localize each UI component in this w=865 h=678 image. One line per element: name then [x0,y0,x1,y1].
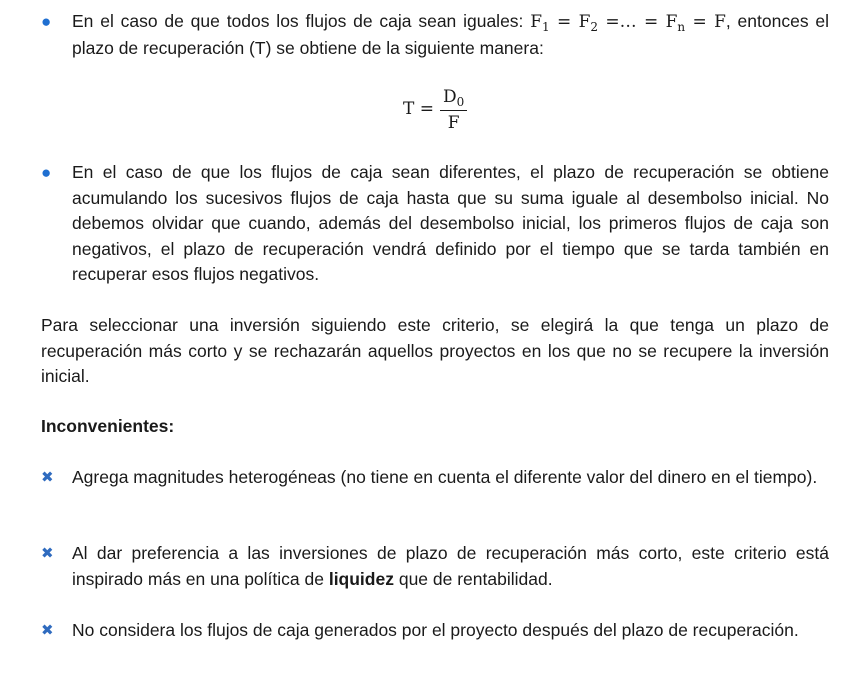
payback-formula [403,84,467,136]
eq-f: F [714,12,726,32]
cross-bullet-icon: ✖ [41,545,54,562]
drawback-text [72,541,829,592]
text-run: Al dar preferencia a las inversiones de plazo de recuperación más corto, este criterio está inspirado más en una política de [72,543,829,589]
eq-sub-1: 1 [542,20,550,34]
inline-equation [530,12,726,32]
eq-sub-2: 2 [590,20,599,34]
numerator-base: D [443,87,457,107]
eq-sign-ellipsis: =… = [598,12,666,32]
bullet-item-equal-flows [41,9,829,61]
selection-paragraph: Para seleccionar una inversión siguiendo este criterio, se elegirá la que tenga un plazo de recuperación más corto y se rechazarán aquellos proyectos en los que no se recupere la inversión inicial. [41,315,829,386]
drawback-text: Agrega magnitudes heterogéneas (no tiene en cuenta el diferente valor del dinero en el tiempo). [72,467,818,487]
section-heading: Inconvenientes: [41,416,175,436]
cross-bullet-icon: ✖ [41,469,54,486]
bullet-dot-icon: ● [41,163,52,182]
numerator-sub: 0 [456,95,465,109]
drawback-text: No considera los flujos de caja generados por el proyecto después del plazo de recuperación. [72,620,799,640]
formula-numerator [440,86,467,111]
eq-sign: = [549,12,579,32]
bold-term-liquidez: liquidez [328,568,394,589]
formula-denominator: F [447,113,460,133]
formula-fraction [440,86,467,134]
eq-sub-n: n [677,20,686,34]
text-run: , entonces el plazo de recuperación (T) se obtiene de la siguiente manera: [72,11,829,58]
text-run: En el caso de que todos los flujos de caja sean iguales: [72,11,531,31]
drawback-item-3 [41,618,829,644]
bullet-dot-icon: ● [41,12,52,31]
eq-fn: F [665,12,678,32]
bullet-item-different-flows [41,160,829,288]
eq-f1: F [530,12,543,32]
drawback-item-1 [41,465,829,491]
bullet-text: En el caso de que los flujos de caja sean diferentes, el plazo de recuperación se obtiene acumulando los sucesivos flujos de caja hasta que su suma iguale al desembolso inicial. No debemos olvidar que cuando, además del desembolso inicial, los primeros flujos de caja son negativos, el plazo de recuperación vendrá definido por el tiempo que se tarda también en recuperar esos flujos negativos. [72,162,829,284]
eq-sign: = [685,12,715,32]
drawback-item-2 [41,541,829,592]
bullet-text [72,9,829,61]
eq-f2: F [578,12,591,32]
formula-lhs: T = [403,99,434,120]
text-run: que de rentabilidad. [393,568,553,589]
cross-bullet-icon: ✖ [41,622,54,639]
